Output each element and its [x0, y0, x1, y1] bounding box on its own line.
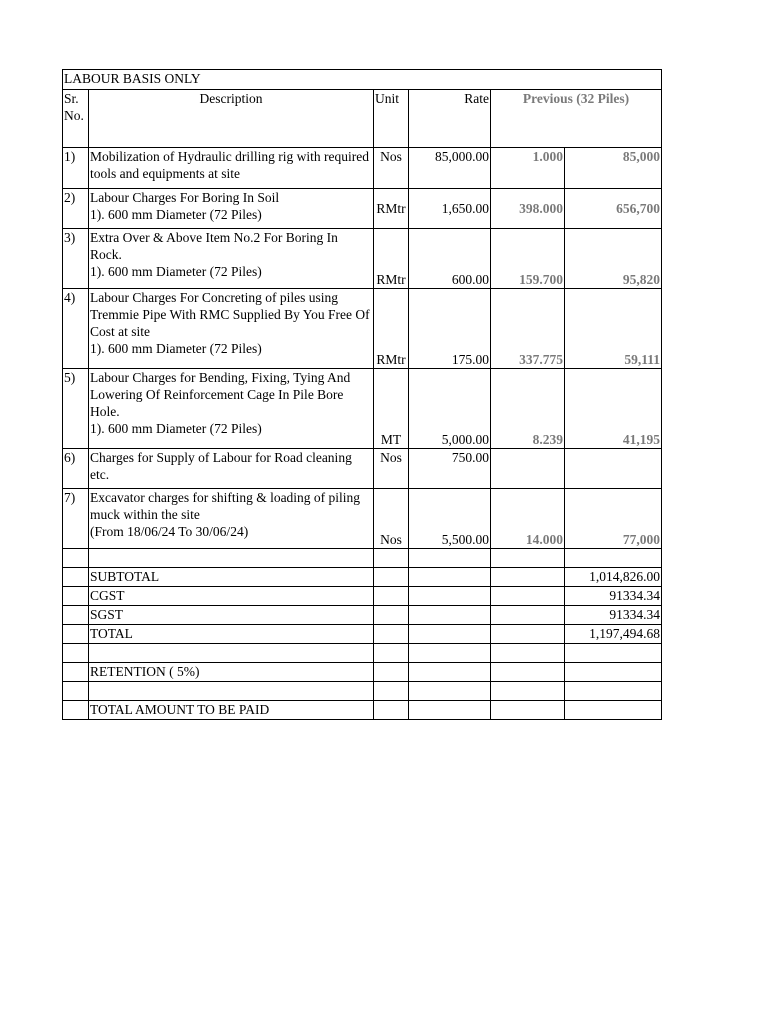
item-rate: 600.00: [409, 228, 491, 288]
item-previous-qty: [491, 448, 565, 488]
table-row: [63, 188, 662, 228]
cgst-value: 91334.34: [565, 586, 662, 605]
table-row: [63, 147, 662, 188]
item-previous-amount: 95,820: [565, 228, 662, 288]
item-rate: 750.00: [409, 448, 491, 488]
item-desc-line: Labour Charges For Boring In Soil: [90, 189, 280, 205]
header-rate: Rate: [409, 89, 491, 147]
item-previous-qty: 398.000: [491, 188, 565, 228]
item-rate: 1,650.00: [409, 188, 491, 228]
sheet-title: LABOUR BASIS ONLY: [63, 70, 662, 89]
subtotal-value: 1,014,826.00: [565, 567, 662, 586]
item-sr: 2): [63, 188, 89, 228]
item-description: [89, 188, 374, 228]
item-sr: 1): [63, 147, 89, 188]
item-unit: RMtr: [374, 288, 409, 368]
item-description: [89, 147, 374, 188]
item-rate: 175.00: [409, 288, 491, 368]
item-previous-qty: 1.000: [491, 147, 565, 188]
item-previous-qty: 8.239: [491, 368, 565, 448]
item-desc-line: Mobilization of Hydraulic drilling rig with required tools and equipments at site: [90, 148, 369, 181]
item-desc-subline: 1). 600 mm Diameter (72 Piles): [90, 206, 262, 222]
item-previous-amount: 656,700: [565, 188, 662, 228]
total-row: [63, 624, 662, 643]
table-row: [63, 488, 662, 548]
sgst-row: [63, 605, 662, 624]
item-unit: Nos: [374, 448, 409, 488]
empty-row: [63, 548, 662, 567]
item-unit: RMtr: [374, 188, 409, 228]
total-value: 1,197,494.68: [565, 624, 662, 643]
sgst-value: 91334.34: [565, 605, 662, 624]
sgst-label: SGST: [89, 605, 374, 624]
header-sr-no: Sr. No.: [63, 89, 89, 147]
item-desc-line: Labour Charges for Bending, Fixing, Tying And Lowering Of Reinforcement Cage In Pile Bore Hole.: [90, 369, 351, 419]
item-sr: 3): [63, 228, 89, 288]
item-rate: 5,000.00: [409, 368, 491, 448]
item-previous-qty: 337.775: [491, 288, 565, 368]
cgst-row: [63, 586, 662, 605]
item-description: [89, 228, 374, 288]
item-unit: RMtr: [374, 228, 409, 288]
item-desc-subline: 1). 600 mm Diameter (72 Piles): [90, 420, 262, 436]
item-description: [89, 288, 374, 368]
payable-row: [63, 700, 662, 719]
item-previous-amount: 85,000: [565, 147, 662, 188]
item-unit: MT: [374, 368, 409, 448]
item-rate: 5,500.00: [409, 488, 491, 548]
item-rate: 85,000.00: [409, 147, 491, 188]
item-desc-line: Extra Over & Above Item No.2 For Boring In Rock.: [90, 229, 338, 262]
empty-row: [63, 643, 662, 662]
table-row: [63, 228, 662, 288]
table-row: [63, 368, 662, 448]
item-desc-line: Excavator charges for shifting & loading of piling muck within the site: [90, 489, 361, 522]
item-sr: 4): [63, 288, 89, 368]
labour-bill-table: [62, 70, 662, 720]
header-unit: Unit: [374, 89, 409, 147]
subtotal-row: [63, 567, 662, 586]
payable-label: TOTAL AMOUNT TO BE PAID: [89, 700, 374, 719]
item-desc-subline: 1). 600 mm Diameter (72 Piles): [90, 263, 262, 279]
subtotal-label: SUBTOTAL: [89, 567, 374, 586]
item-previous-qty: 159.700: [491, 228, 565, 288]
item-sr: 7): [63, 488, 89, 548]
item-desc-subline: (From 18/06/24 To 30/06/24): [90, 523, 249, 539]
header-previous: Previous (32 Piles): [491, 89, 662, 147]
item-description: [89, 368, 374, 448]
table-row: [63, 288, 662, 368]
title-row: [63, 70, 662, 89]
item-previous-amount: [565, 448, 662, 488]
item-description: [89, 488, 374, 548]
empty-row: [63, 681, 662, 700]
item-sr: 6): [63, 448, 89, 488]
item-previous-amount: 41,195: [565, 368, 662, 448]
item-desc-line: Labour Charges For Concreting of piles using Tremmie Pipe With RMC Supplied By You Free Of Cost at site: [90, 289, 370, 339]
total-label: TOTAL: [89, 624, 374, 643]
retention-row: [63, 662, 662, 681]
item-desc-line: Charges for Supply of Labour for Road cleaning etc.: [90, 449, 352, 482]
item-sr: 5): [63, 368, 89, 448]
item-unit: Nos: [374, 147, 409, 188]
table-row: [63, 448, 662, 488]
header-description: Description: [89, 89, 374, 147]
retention-label: RETENTION ( 5%): [89, 662, 374, 681]
item-previous-amount: 59,111: [565, 288, 662, 368]
cgst-label: CGST: [89, 586, 374, 605]
item-previous-qty: 14.000: [491, 488, 565, 548]
item-unit: Nos: [374, 488, 409, 548]
item-desc-subline: 1). 600 mm Diameter (72 Piles): [90, 340, 262, 356]
header-row: [63, 89, 662, 147]
item-description: [89, 448, 374, 488]
item-previous-amount: 77,000: [565, 488, 662, 548]
